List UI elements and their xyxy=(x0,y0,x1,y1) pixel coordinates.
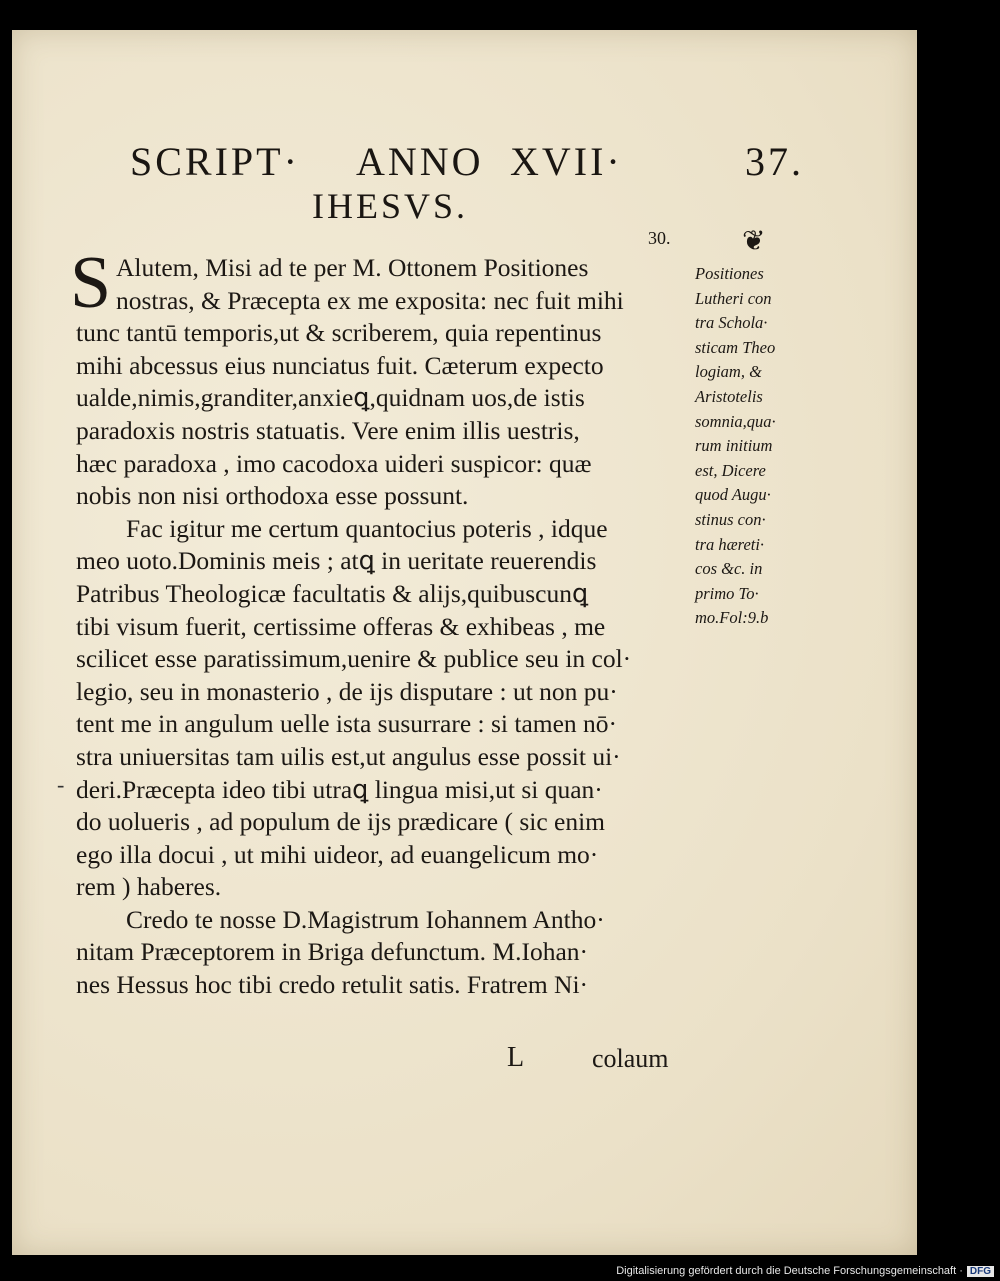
margin-note-line: tra hæreti· xyxy=(695,534,765,554)
margin-note-line: mo.Fol:9.b xyxy=(695,608,769,628)
text-line: nes Hessus hoc tibi credo retulit satis. Fratrem Ni· xyxy=(76,970,589,1000)
folio-mark: 30. xyxy=(648,228,671,248)
text-line: mihi abcessus eius nunciatus fuit. Cæterum expecto xyxy=(76,350,604,380)
margin-note-line: Lutheri con xyxy=(695,288,772,308)
footer-text: Digitalisierung gefördert durch die Deutsche Forschungsgemeinschaft · xyxy=(616,1265,963,1277)
text-line: Alutem, Misi ad te per M. Ottonem Positiones xyxy=(116,253,589,282)
margin-note-line: somnia,qua· xyxy=(695,411,776,431)
text-line: nostras, & Præcepta ex me exposita: nec fuit mihi xyxy=(116,285,624,315)
stray-mark: - xyxy=(57,772,65,797)
signature-mark: L xyxy=(507,1042,525,1073)
text-line: tunc tantū temporis,ut & scriberem, quia repentinus xyxy=(76,318,602,348)
text-line: legio, seu in monasterio , de ijs disputare : ut non pu· xyxy=(76,676,618,706)
text-line: nobis non nisi orthodoxa esse possunt. xyxy=(76,481,469,511)
text-line: nitam Præceptorem in Briga defunctum. M.Iohan· xyxy=(76,937,589,967)
margin-note xyxy=(695,262,805,631)
header-left: SCRIPT· xyxy=(130,139,300,184)
header-middle: ANNO xyxy=(356,139,484,184)
margin-note-line: Positiones xyxy=(695,264,764,283)
header-right: XVII· xyxy=(510,139,623,184)
text-line: meo uoto.Dominis meis ; atꝗ in ueritate reuerendis xyxy=(76,546,597,576)
margin-note-line: logiam, & xyxy=(695,362,762,382)
text-line: tent me in angulum uelle ista susurrare : si tamen nō· xyxy=(76,709,618,739)
text-line: Patribus Theologicæ facultatis & alijs,quibuscunꝗ xyxy=(76,578,589,608)
subheading: IHESVS. xyxy=(312,186,469,226)
margin-note-line: stinus con· xyxy=(695,509,766,529)
page-number: 37. xyxy=(745,139,804,184)
margin-note-line: est, Dicere xyxy=(695,460,766,480)
text-line: rem ) haberes. xyxy=(76,872,222,902)
text-line: paradoxis nostris statuatis. Vere enim illis uestris, xyxy=(76,415,580,445)
margin-note-line: primo To· xyxy=(695,583,759,603)
margin-note-line: quod Augu· xyxy=(695,485,771,505)
margin-note-line: rum initium xyxy=(695,436,773,456)
margin-note-line: cos &c. in xyxy=(695,559,763,579)
dfg-logo: DFG xyxy=(967,1266,994,1277)
text-line: scilicet esse paratissimum,uenire & publice seu in col· xyxy=(76,644,632,674)
margin-note-line: tra Schola· xyxy=(695,313,768,333)
text-line: ego illa docui , ut mihi uideor, ad euangelicum mo· xyxy=(76,839,599,869)
text-line: hæc paradoxa , imo cacodoxa uideri suspicor: quæ xyxy=(76,448,592,478)
text-line: ualde,nimis,granditer,anxieꝗ,quidnam uos,de istis xyxy=(76,383,585,413)
text-line: Credo te nosse D.Magistrum Iohannem Antho· xyxy=(126,904,605,934)
body-text xyxy=(70,242,688,1002)
drop-cap: S xyxy=(70,242,112,324)
text-line: tibi visum fuerit, certissime offeras & exhibeas , me xyxy=(76,611,606,641)
book-page xyxy=(12,30,917,1255)
margin-note-line: Aristotelis xyxy=(695,386,763,406)
ornament-icon: ❦ xyxy=(742,226,766,257)
margin-note-line: sticam Theo xyxy=(695,337,776,357)
footer-credit xyxy=(616,1265,994,1277)
text-line: deri.Præcepta ideo tibi utraꝗ lingua misi,ut si quan· xyxy=(76,774,603,804)
catchword: colaum xyxy=(592,1044,669,1073)
text-line: stra uniuersitas tam uilis est,ut angulus esse possit ui· xyxy=(76,741,621,771)
text-line: Fac igitur me certum quantocius poteris , idque xyxy=(126,513,608,543)
text-line: do uolueris , ad populum de ijs prædicare ( sic enim xyxy=(76,807,606,837)
